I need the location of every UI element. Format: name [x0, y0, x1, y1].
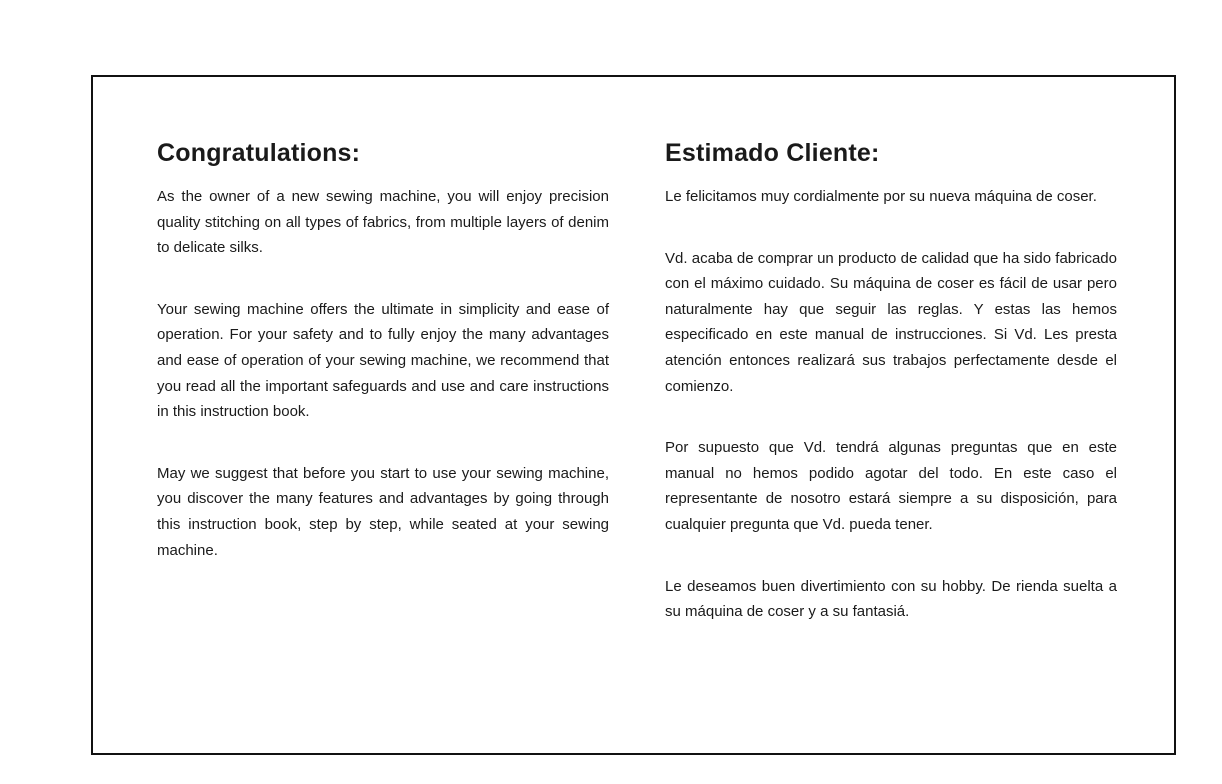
- spanish-paragraph-4: Le deseamos buen divertimiento con su hobby. De rienda suelta a su máquina de coser y a su fantasiá.: [665, 577, 1117, 621]
- english-paragraph-3: May we suggest that before you start to use your sewing machine, you discover the many features and advantages by going through this instruction book, step by step, while seated at your sewing machine.: [157, 464, 609, 559]
- spanish-paragraph-3: Por supuesto que Vd. tendrá algunas preguntas que en este manual no hemos podido agotar del todo. En este caso el representante de nosotro estará siempre a su disposición, para cualquier pregunta que Vd. pueda tener.: [665, 439, 1117, 533]
- spanish-column: [665, 138, 1117, 625]
- english-column: [157, 138, 609, 563]
- english-heading: Congratulations:: [157, 139, 361, 167]
- english-paragraph-1: As the owner of a new sewing machine, you will enjoy precision quality stitching on all types of fabrics, from multiple layers of denim to delicate silks.: [157, 188, 609, 257]
- spanish-paragraph-2: Vd. acaba de comprar un producto de calidad que ha sido fabricado con el máximo cuidado. Su máquina de coser es fácil de usar pero naturalmente hay que seguir las reglas. Y estas las hemos especificado en este manual de instrucciones. Si Vd. Les presta atención entonces realizará sus trabajos perfectamente desde el comienzo.: [665, 249, 1117, 395]
- spanish-paragraph-1: Le felicitamos muy cordialmente por su nueva máquina de coser.: [665, 188, 1097, 205]
- english-paragraph-2: Your sewing machine offers the ultimate in simplicity and ease of operation. For your safety and to fully enjoy the many advantages and ease of operation of your sewing machine, we recommend that you read all the important safeguards and use and care instructions in this instruction book.: [157, 300, 609, 421]
- spanish-heading: Estimado Cliente:: [665, 139, 880, 167]
